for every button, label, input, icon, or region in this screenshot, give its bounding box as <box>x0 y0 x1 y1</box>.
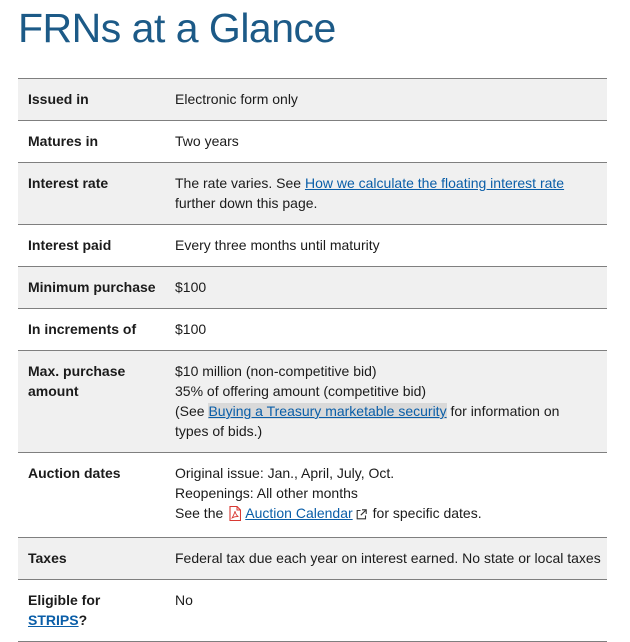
value-line: for specific dates. <box>372 505 482 521</box>
value-line: for information on <box>446 403 560 419</box>
row-value: $100 <box>175 321 207 337</box>
table-row-eligible-strips <box>18 580 607 642</box>
row-label-line: amount <box>28 383 79 399</box>
pdf-icon <box>229 506 241 526</box>
value-line: Original issue: Jan., April, July, Oct. <box>175 465 395 481</box>
buying-treasury-link[interactable]: Buying a Treasury marketable security <box>208 403 447 419</box>
row-value: Electronic form only <box>175 91 298 107</box>
table-row-matures <box>18 121 607 163</box>
row-label: Interest paid <box>28 237 112 253</box>
row-label: Matures in <box>28 133 99 149</box>
row-label <box>18 580 175 642</box>
floating-rate-link[interactable]: How we calculate the floating interest rate <box>304 175 565 191</box>
value-line: $10 million (non-competitive bid) <box>175 363 377 379</box>
value-line: Reopenings: All other months <box>175 485 358 501</box>
row-label: Auction dates <box>28 465 121 481</box>
row-label: Issued in <box>28 91 89 107</box>
external-link-icon <box>356 505 367 525</box>
row-value: Two years <box>175 133 239 149</box>
row-value: $100 <box>175 279 207 295</box>
row-value <box>175 453 607 538</box>
table-row-interest-rate <box>18 163 607 225</box>
row-label-line: Max. purchase <box>28 363 126 379</box>
table-row-minimum-purchase <box>18 267 607 309</box>
value-line: types of bids.) <box>175 423 263 439</box>
row-value <box>175 351 607 453</box>
page-title: FRNs at a Glance <box>18 5 336 51</box>
auction-calendar-link[interactable]: Auction Calendar <box>245 505 353 521</box>
row-label: Taxes <box>28 550 67 566</box>
row-label: Interest rate <box>28 175 109 191</box>
rate-text-continued: further down this page. <box>175 195 318 211</box>
value-line: See the <box>175 505 224 521</box>
strips-link[interactable]: STRIPS <box>28 612 79 628</box>
row-label: In increments of <box>28 321 137 337</box>
rate-text: The rate varies. See <box>175 175 305 191</box>
row-value <box>175 163 607 225</box>
row-label: Minimum purchase <box>28 279 156 295</box>
row-value: No <box>175 592 193 608</box>
row-label <box>18 351 175 453</box>
row-value: Federal tax due each year on interest earned. No state or local taxes <box>175 550 601 566</box>
frn-summary-table <box>18 78 607 642</box>
table-row-max-purchase <box>18 351 607 453</box>
table-row-increments <box>18 309 607 351</box>
row-value: Every three months until maturity <box>175 237 380 253</box>
value-line: (See <box>175 403 209 419</box>
table-row-issued <box>18 79 607 121</box>
table-row-interest-paid <box>18 225 607 267</box>
table-row-auction-dates <box>18 453 607 538</box>
row-label-line: Eligible for <box>28 592 101 608</box>
value-line: 35% of offering amount (competitive bid) <box>175 383 427 399</box>
row-label-suffix: ? <box>78 612 88 628</box>
table-row-taxes <box>18 538 607 580</box>
